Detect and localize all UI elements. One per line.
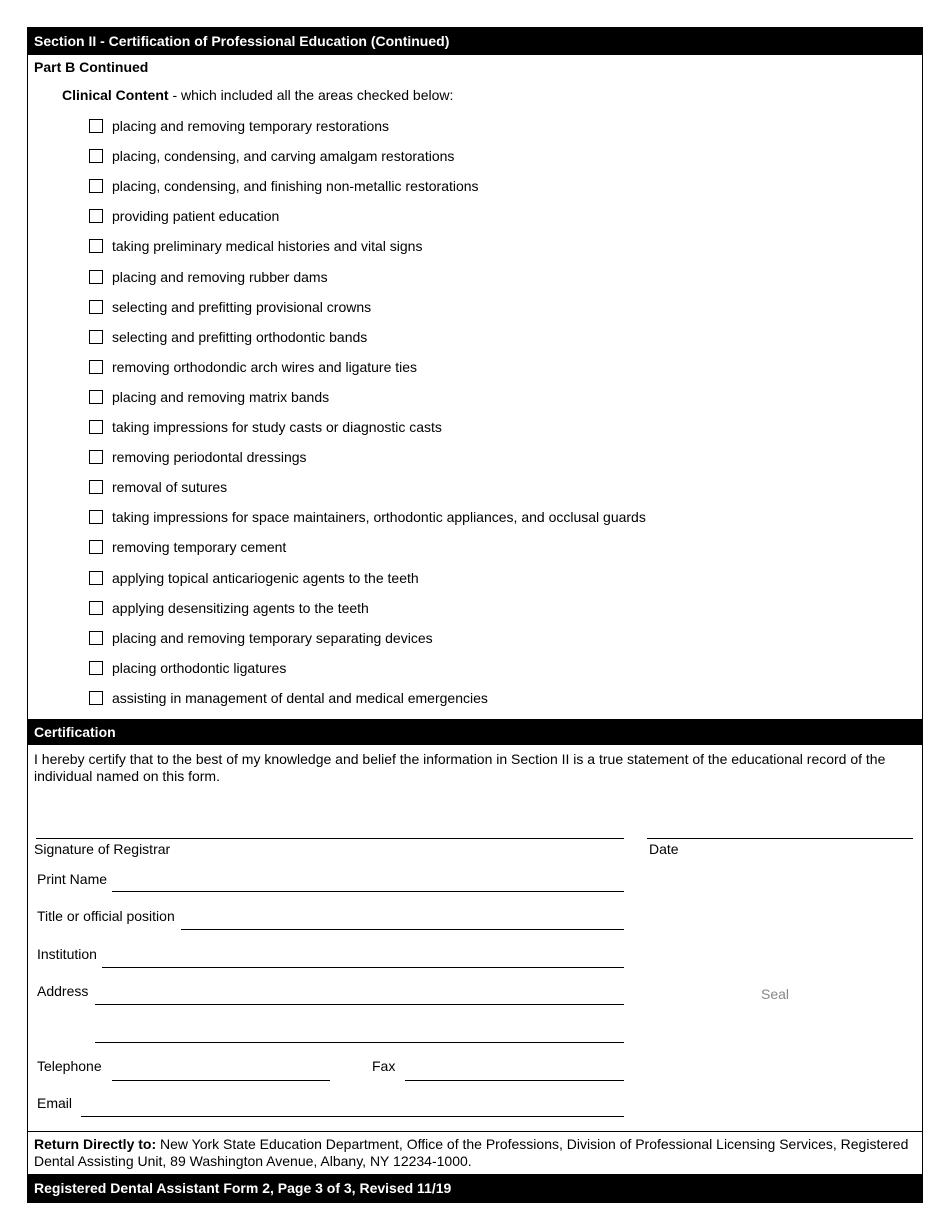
- clinical-item-checkbox[interactable]: [89, 450, 103, 464]
- clinical-item-label: removing orthodondic arch wires and ligature ties: [112, 359, 418, 375]
- address-label: Address: [37, 983, 89, 999]
- clinical-item-checkbox[interactable]: [89, 571, 103, 585]
- seal-label: Seal: [761, 986, 790, 1002]
- institution-line: [102, 967, 624, 968]
- clinical-item-label: placing orthodontic ligatures: [112, 660, 287, 676]
- clinical-item-label: placing, condensing, and carving amalgam restorations: [112, 148, 455, 164]
- date-line: [647, 838, 913, 839]
- email-line: [81, 1116, 624, 1117]
- clinical-item-checkbox[interactable]: [89, 510, 103, 524]
- certification-header: Certification: [27, 719, 923, 745]
- clinical-item-checkbox[interactable]: [89, 540, 103, 554]
- email-label: Email: [37, 1095, 73, 1111]
- fax-field[interactable]: [405, 1058, 628, 1078]
- clinical-item-checkbox[interactable]: [89, 691, 103, 705]
- print-name-field[interactable]: [112, 869, 628, 889]
- part-label: Part B Continued: [34, 59, 149, 75]
- title-line: [181, 929, 624, 930]
- clinical-item-checkbox[interactable]: [89, 179, 103, 193]
- section-header: Section II - Certification of Professional Education (Continued): [27, 27, 923, 55]
- print-name-line: [112, 891, 624, 892]
- return-divider: [27, 1131, 923, 1132]
- signature-line: [36, 838, 624, 839]
- clinical-item-checkbox[interactable]: [89, 119, 103, 133]
- return-text: New York State Education Department, Office of the Professions, Division of Professional Licensing Services, Registered Dental Assisting Unit, 89 Washington Avenue, Albany, NY 12234-1000.: [34, 1136, 909, 1169]
- clinical-item-label: removing periodontal dressings: [112, 449, 307, 465]
- date-field[interactable]: [647, 816, 917, 836]
- return-address: [34, 1136, 914, 1170]
- clinical-item-label: applying topical anticariogenic agents to the teeth: [112, 570, 419, 586]
- institution-field[interactable]: [102, 945, 628, 965]
- title-label: Title or official position: [37, 908, 175, 924]
- signature-label: Signature of Registrar: [34, 841, 171, 857]
- clinical-item-checkbox[interactable]: [89, 601, 103, 615]
- telephone-field[interactable]: [112, 1058, 334, 1078]
- print-name-label: Print Name: [37, 871, 108, 887]
- address-line-1: [95, 1004, 624, 1005]
- institution-label: Institution: [37, 946, 97, 962]
- signature-field[interactable]: [36, 816, 628, 836]
- clinical-item-label: placing and removing rubber dams: [112, 269, 328, 285]
- clinical-item-checkbox[interactable]: [89, 661, 103, 675]
- address-line-2: [95, 1042, 624, 1043]
- clinical-item-label: placing and removing temporary separating devices: [112, 630, 433, 646]
- title-field[interactable]: [181, 907, 628, 927]
- clinical-item-label: removing temporary cement: [112, 539, 287, 555]
- clinical-item-checkbox[interactable]: [89, 209, 103, 223]
- clinical-item-label: selecting and prefitting orthodontic bands: [112, 329, 368, 345]
- clinical-item-label: providing patient education: [112, 208, 280, 224]
- date-label: Date: [649, 841, 679, 857]
- clinical-item-checkbox[interactable]: [89, 239, 103, 253]
- clinical-item-checkbox[interactable]: [89, 360, 103, 374]
- clinical-item-label: assisting in management of dental and medical emergencies: [112, 690, 488, 706]
- clinical-content-desc: - which included all the areas checked below:: [168, 87, 454, 103]
- clinical-item-checkbox[interactable]: [89, 300, 103, 314]
- clinical-content-heading: [62, 87, 453, 103]
- clinical-item-label: selecting and prefitting provisional crowns: [112, 299, 372, 315]
- fax-label: Fax: [372, 1058, 396, 1074]
- clinical-content-title: Clinical Content: [62, 87, 169, 103]
- clinical-item-label: removal of sutures: [112, 479, 228, 495]
- clinical-item-checkbox[interactable]: [89, 420, 103, 434]
- clinical-item-checkbox[interactable]: [89, 480, 103, 494]
- clinical-item-label: taking preliminary medical histories and vital signs: [112, 238, 423, 254]
- clinical-item-label: placing, condensing, and finishing non-metallic restorations: [112, 178, 479, 194]
- fax-line: [405, 1080, 624, 1081]
- clinical-item-checkbox[interactable]: [89, 631, 103, 645]
- clinical-item-label: taking impressions for study casts or diagnostic casts: [112, 419, 442, 435]
- clinical-item-label: placing and removing temporary restorations: [112, 118, 390, 134]
- clinical-item-label: placing and removing matrix bands: [112, 389, 330, 405]
- telephone-label: Telephone: [37, 1058, 102, 1074]
- clinical-item-label: taking impressions for space maintainers, orthodontic appliances, and occlusal guards: [112, 509, 646, 525]
- email-field[interactable]: [81, 1094, 628, 1114]
- clinical-item-label: applying desensitizing agents to the teeth: [112, 600, 369, 616]
- address-field-2[interactable]: [95, 1020, 628, 1040]
- form-footer: Registered Dental Assistant Form 2, Page 3 of 3, Revised 11/19: [27, 1174, 923, 1203]
- clinical-item-checkbox[interactable]: [89, 330, 103, 344]
- certification-statement: I hereby certify that to the best of my knowledge and belief the information in Section II is a true statement of the educational record of the individual named on this form.: [34, 751, 886, 784]
- telephone-line: [112, 1080, 330, 1081]
- return-label: Return Directly to:: [34, 1136, 157, 1152]
- clinical-item-checkbox[interactable]: [89, 390, 103, 404]
- clinical-item-checkbox[interactable]: [89, 270, 103, 284]
- address-field-1[interactable]: [95, 982, 628, 1002]
- clinical-item-checkbox[interactable]: [89, 149, 103, 163]
